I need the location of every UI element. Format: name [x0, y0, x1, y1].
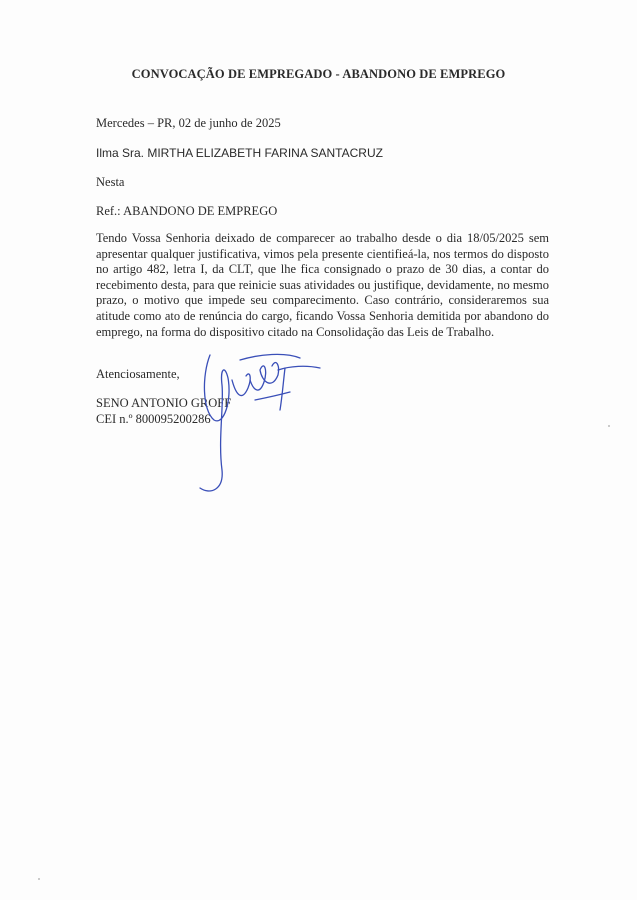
- scan-speck: [608, 425, 610, 427]
- recipient: Ilma Sra. MIRTHA ELIZABETH FARINA SANTACRUZ: [96, 146, 383, 160]
- location-line: Nesta: [96, 175, 125, 189]
- body-paragraph: Tendo Vossa Senhoria deixado de comparecer ao trabalho desde o dia 18/05/2025 sem apresentar qualquer justificativa, vimos pela presente cientifieá-la, nos termos do disposto no artigo 482, letra I, da CLT, que lhe fica consignado o prazo de 30 dias, a contar do recebimento desta, para que reinicie suas atividades ou justifique, devidamente, no mesmo prazo, o motivo que impede seu comparecimento. Caso contrário, consideraremos sua atitude como ato de renúncia do cargo, ficando Vossa Senhoria demitida por abandono do emprego, na forma do dispositivo citado na Consolidação das Leis de Trabalho.: [96, 231, 549, 339]
- signer-name: SENO ANTONIO GROFF: [96, 396, 232, 410]
- place-date: Mercedes – PR, 02 de junho de 2025: [96, 116, 281, 130]
- signer-id: CEI n.º 800095200286: [96, 412, 211, 426]
- reference: Ref.: ABANDONO DE EMPREGO: [96, 204, 278, 218]
- handwritten-signature: [180, 330, 340, 500]
- scan-speck: [38, 878, 40, 880]
- document-title: CONVOCAÇÃO DE EMPREGADO - ABANDONO DE EMPREGO: [131, 67, 506, 81]
- closing: Atenciosamente,: [96, 367, 180, 381]
